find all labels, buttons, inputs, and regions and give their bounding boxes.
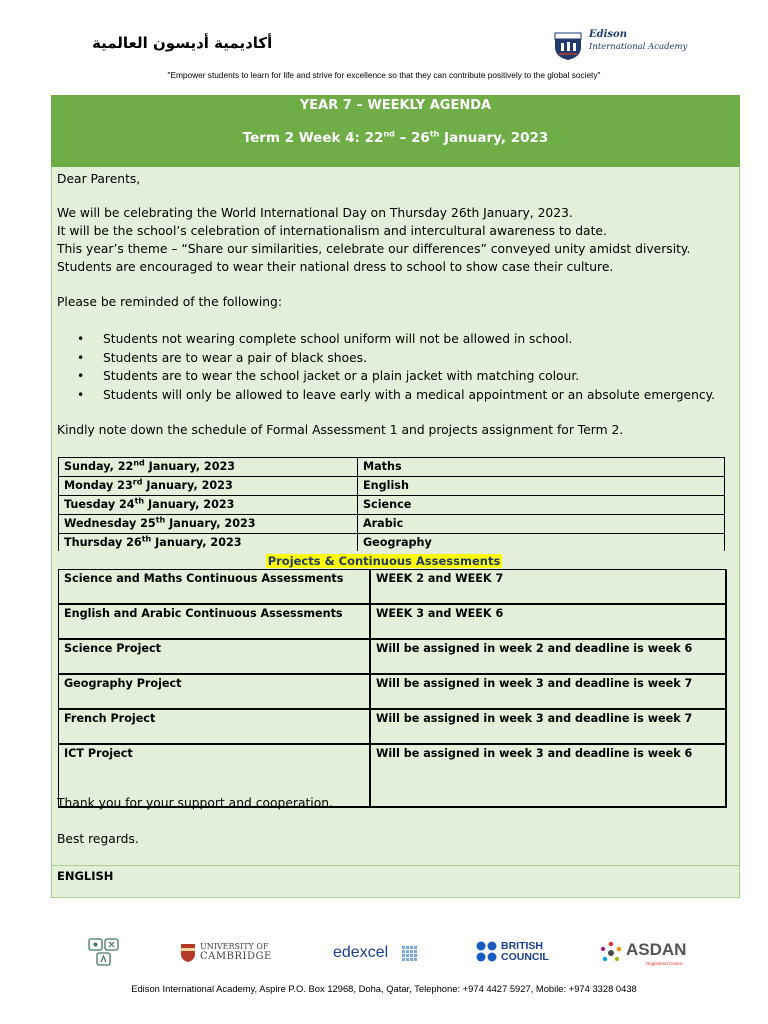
thanks-line: Thank you for your support and cooperation. (57, 796, 333, 810)
intro-line: Students are encouraged to wear their national dress to school to show case their culture. (57, 260, 614, 274)
asdan-logo: ASDAN (626, 940, 687, 959)
table-row (59, 495, 725, 514)
school-motto: "Empower students to learn for life and strive for excellence so that they can contribute positively to the global society" (167, 70, 601, 80)
british-council-dots-icon (476, 941, 498, 963)
exam-date: Monday 23rd January, 2023 (59, 476, 358, 495)
list-item: • Students are to wear a pair of black shoes. (57, 349, 737, 368)
puzzle-logo-icon (88, 938, 120, 968)
project-name: Science and Maths Continuous Assessments (59, 570, 371, 605)
reminder-heading: Please be reminded of the following: (57, 295, 282, 309)
reminder-list (57, 330, 737, 404)
asdan-subtitle: Registered Centre (646, 961, 683, 966)
term-week-title: Term 2 Week 4: 22nd – 26th January, 2023 (242, 129, 549, 146)
partner-logos (80, 936, 700, 970)
arabic-school-name: أكاديمية أديسون العالمية (92, 34, 273, 52)
project-timing: Will be assigned in week 3 and deadline is week 7 (370, 709, 726, 744)
table-row (59, 604, 727, 639)
cambridge-shield-icon (180, 943, 196, 963)
exam-date: Thursday 26th January, 2023 (59, 533, 358, 551)
project-timing: Will be assigned in week 2 and deadline is week 6 (370, 639, 726, 674)
edexcel-dots-icon (402, 946, 418, 962)
divider (51, 865, 740, 866)
cambridge-logo: UNIVERSITY OF CAMBRIDGE (200, 942, 272, 962)
exam-subject: Maths (358, 458, 725, 477)
table-row (59, 674, 727, 709)
table-row (59, 458, 725, 477)
logo-subtitle: International Academy (589, 42, 688, 52)
intro-line: It will be the school’s celebration of internationalism and intercultural awareness to date. (57, 224, 607, 238)
table-row (59, 639, 727, 674)
table-row (59, 570, 727, 605)
project-timing: Will be assigned in week 3 and deadline is week 6 (370, 744, 726, 807)
signature: ENGLISH (57, 869, 114, 883)
list-item: • Students will only be allowed to leave early with a medical appointment or an absolute emergency. (57, 386, 737, 405)
project-name: French Project (59, 709, 371, 744)
project-timing: WEEK 3 and WEEK 6 (370, 604, 726, 639)
schedule-note: Kindly note down the schedule of Formal Assessment 1 and projects assignment for Term 2. (57, 423, 624, 437)
project-name: Science Project (59, 639, 371, 674)
projects-table (58, 569, 727, 808)
greeting: Dear Parents, (57, 172, 141, 186)
table-row (59, 514, 725, 533)
exam-schedule-table (58, 457, 725, 551)
school-logo (553, 25, 693, 65)
exam-date: Sunday, 22nd January, 2023 (59, 458, 358, 477)
british-council-logo: BRITISH COUNCIL (501, 940, 549, 963)
edexcel-logo: edexcel (333, 944, 389, 961)
footer-address: Edison International Academy, Aspire P.O. Box 12968, Doha, Qatar, Telephone: +974 4427 5927, Mobile: +974 3328 0438 (131, 983, 637, 994)
project-name: ICT Project (59, 744, 371, 807)
intro-line: We will be celebrating the World International Day on Thursday 26th January, 2023. (57, 206, 573, 220)
asdan-star-icon (599, 941, 623, 965)
projects-heading: Projects & Continuous Assessments (267, 554, 501, 568)
project-timing: WEEK 2 and WEEK 7 (370, 570, 726, 605)
project-name: English and Arabic Continuous Assessments (59, 604, 371, 639)
agenda-header (51, 95, 740, 167)
logo-name: Edison (589, 29, 627, 40)
list-item: • Students not wearing complete school uniform will not be allowed in school. (57, 330, 737, 349)
exam-subject: English (358, 476, 725, 495)
exam-subject: Geography (358, 533, 725, 551)
crest-icon (553, 27, 583, 61)
exam-date: Wednesday 25th January, 2023 (59, 514, 358, 533)
intro-paragraph (57, 204, 737, 276)
exam-subject: Arabic (358, 514, 725, 533)
exam-date: Tuesday 24th January, 2023 (59, 495, 358, 514)
project-timing: Will be assigned in week 3 and deadline is week 7 (370, 674, 726, 709)
intro-line: This year’s theme – “Share our similarities, celebrate our differences” conveyed unity amidst diversity. (57, 242, 691, 256)
table-row (59, 476, 725, 495)
regards-line: Best regards. (57, 832, 139, 846)
table-row (59, 533, 725, 551)
exam-subject: Science (358, 495, 725, 514)
project-name: Geography Project (59, 674, 371, 709)
agenda-title: YEAR 7 – WEEKLY AGENDA (299, 98, 492, 113)
table-row (59, 709, 727, 744)
list-item: • Students are to wear the school jacket or a plain jacket with matching colour. (57, 367, 737, 386)
